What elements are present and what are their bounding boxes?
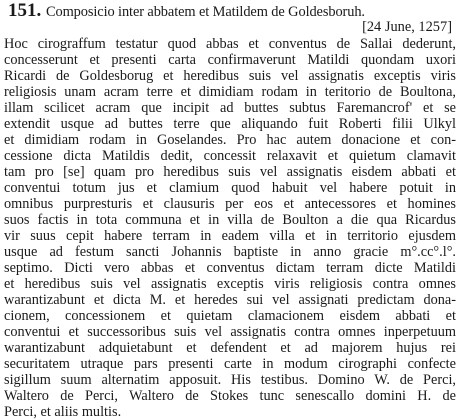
text-line: conventui totum jus et clamium quod habuit vel habere potuit in [4, 180, 456, 196]
text-line: warantizabunt et dicta M. et heredes sui vel assignati predictam dona- [4, 292, 456, 308]
text-line: concesserunt et presenti carta confirmaverunt Matildi quondam uxori [4, 52, 456, 68]
text-line: septimo. Dicti vero abbas et conventus dictam terram dicte Matildi [4, 260, 456, 276]
text-line: cessione dicta Matildis dedit, concessit relaxavit et quietum clamavit [4, 148, 456, 164]
text-line: Ricardi de Goldesborug et heredibus suis vel assignatis exceptis viris [4, 68, 456, 84]
text-line: vir suus cepit habere terram in eadem villa et in territorio ejusdem [4, 228, 456, 244]
text-line: suos factis in tota communa et in villa de Boulton a die qua Ricardus [4, 212, 456, 228]
text-line: et dimidiam rodam in Goselandes. Pro hac autem donacione et con- [4, 132, 456, 148]
text-line: Waltero de Perci, Waltero de Stokes tunc senescallo domini H. de [4, 388, 456, 404]
text-line: securitatem utraque pars presenti carte in modum cirographi confecte [4, 356, 456, 372]
text-line: extendit usque ad buttes terre que aliquando fuit Roberti filii Ulkyl [4, 116, 456, 132]
text-line: usque ad festum sancti Johannis baptiste in anno gracie m°.cc°.l°. [4, 244, 456, 260]
text-line: religiosis unam acram terre et dimidiam rodam in teritorio de Boultona, [4, 84, 456, 100]
text-line: et heredibus suis vel assignatis exceptis viris religiosis contra omnes [4, 276, 456, 292]
entry-heading: Composicio inter abbatem et Matildem de Goldesboruh. [46, 4, 365, 20]
text-line: sigillum suum alternatim apposuit. His testibus. Domino W. de Perci, [4, 372, 456, 388]
text-line: tam pro [se] quam pro heredibus suis vel assignatis eisdem abbati et [4, 164, 456, 180]
entry-number: 151. [8, 0, 42, 21]
text-line: conventui et successoribus suis vel assignatis contra omnes inperpetuum [4, 324, 456, 340]
text-line: Hoc cirograffum testatur quod abbas et conventus de Sallai dederunt, [4, 36, 456, 52]
text-line: omnibus purpresturis et clausuris per eos et antecessores et homines [4, 196, 456, 212]
entry-date: [24 June, 1257] [362, 19, 452, 35]
text-line: illam scilicet acram que incipit ad buttes subtus Faremancrof' et se [4, 100, 456, 116]
text-line-last: Perci, et aliis multis. [4, 404, 122, 420]
text-line: warantizabunt adquietabunt et defendent et ad majorem hujus rei [4, 340, 456, 356]
text-line: cionem, concessionem et quietam clamacionem eisdem abbati et [4, 308, 456, 324]
